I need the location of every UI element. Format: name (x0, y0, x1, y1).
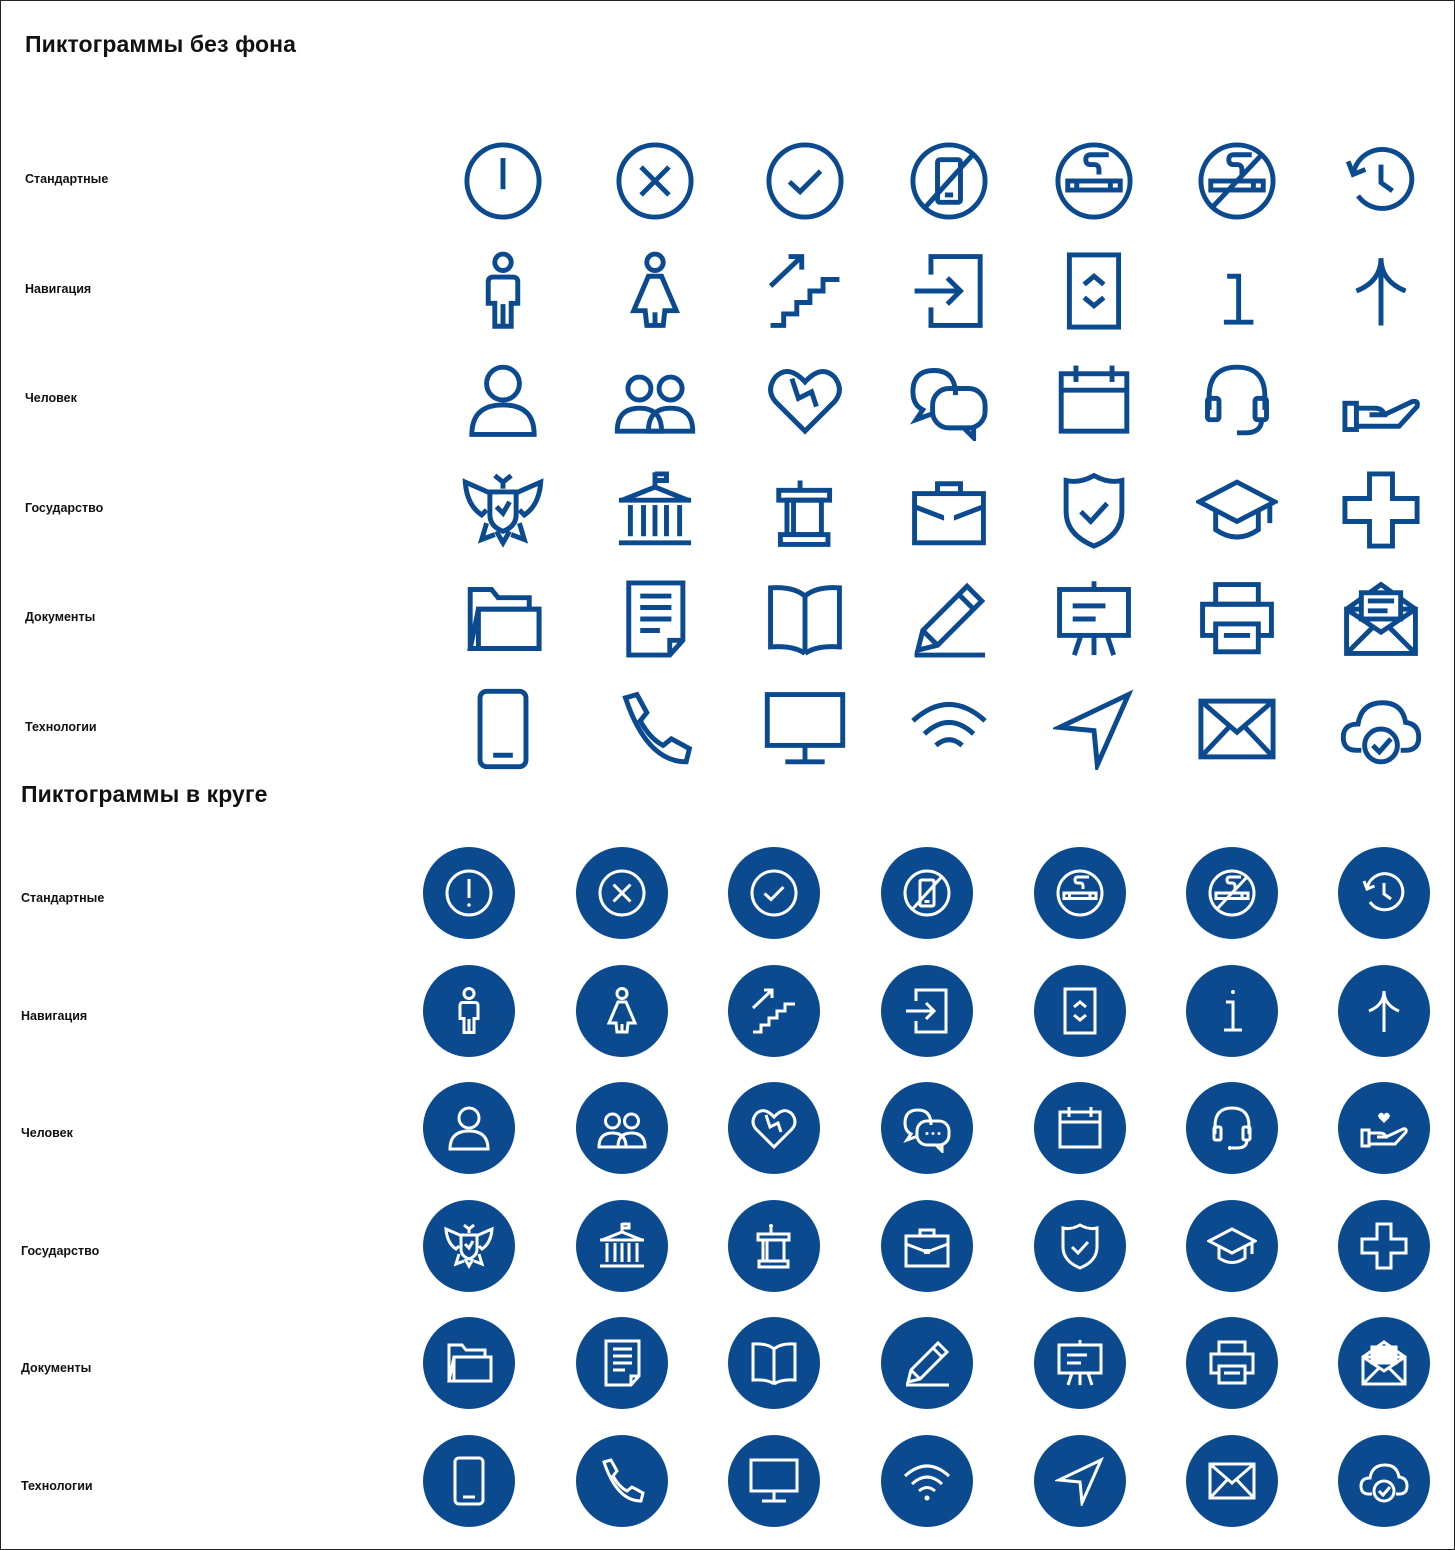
cross-icon (610, 136, 700, 226)
smartphone-icon (458, 684, 548, 774)
section-title-plain: Пиктограммы без фона (25, 31, 297, 57)
cloud-check-icon (1336, 684, 1426, 774)
document-icon (576, 1317, 668, 1409)
info-icon (1186, 965, 1278, 1057)
checkmark-icon (728, 847, 820, 939)
checkmark-icon (760, 136, 850, 226)
entrance-icon (881, 965, 973, 1057)
row-label: Документы (21, 1361, 92, 1376)
graduation-cap-icon (1192, 465, 1282, 555)
book-icon (760, 574, 850, 664)
row-label: Технологии (21, 1479, 93, 1493)
charity-hand-icon (1338, 1082, 1430, 1174)
podium-icon (728, 1200, 820, 1292)
row-label: Навигация (21, 1008, 88, 1023)
envelope-icon (1186, 1435, 1278, 1527)
printer-icon (1186, 1317, 1278, 1409)
row-label: Государство (21, 1243, 100, 1258)
smoking-area-icon (1034, 847, 1126, 939)
users-icon (610, 355, 700, 445)
headset-icon (1186, 1082, 1278, 1174)
man-icon (423, 965, 515, 1057)
send-icon (1034, 1435, 1126, 1527)
elevator-icon (1034, 965, 1126, 1057)
presentation-board-icon (1049, 574, 1139, 664)
podium-icon (760, 465, 850, 555)
chat-icon (904, 355, 994, 445)
shield-check-icon (1034, 1200, 1126, 1292)
circle-row (0, 965, 1455, 1065)
heart-care-icon (760, 355, 850, 445)
row-label: Государство (25, 500, 104, 515)
briefcase-icon (904, 465, 994, 555)
phone-icon (576, 1435, 668, 1527)
headset-icon (1192, 355, 1282, 445)
folder-icon (423, 1317, 515, 1409)
pencil-icon (904, 574, 994, 664)
cloud-check-icon (1338, 1435, 1430, 1527)
heart-care-icon (728, 1082, 820, 1174)
row-label: Стандартные (25, 172, 109, 186)
stairs-icon (760, 246, 850, 336)
exclamation-icon (458, 136, 548, 226)
row-label: Человек (25, 391, 77, 406)
plain-row (0, 355, 1455, 455)
medical-cross-icon (1336, 465, 1426, 555)
pencil-icon (881, 1317, 973, 1409)
no-smoking-icon (1186, 847, 1278, 939)
row-label: Человек (21, 1126, 73, 1141)
cross-icon (576, 847, 668, 939)
graduation-cap-icon (1186, 1200, 1278, 1292)
circle-row (0, 847, 1455, 947)
direction-arrow-icon (1336, 246, 1426, 336)
man-icon (458, 246, 548, 336)
plain-row (0, 136, 1455, 236)
section-title-circle: Пиктограммы в круге (21, 781, 268, 807)
plain-row (0, 684, 1455, 784)
envelope-icon (1192, 684, 1282, 774)
row-label: Стандартные (21, 891, 105, 905)
direction-arrow-icon (1338, 965, 1430, 1057)
document-icon (610, 574, 700, 664)
calendar-icon (1049, 355, 1139, 445)
circle-row (0, 1200, 1455, 1300)
chat-icon (881, 1082, 973, 1174)
book-icon (728, 1317, 820, 1409)
stairs-icon (728, 965, 820, 1057)
government-building-icon (610, 465, 700, 555)
monitor-icon (760, 684, 850, 774)
woman-icon (610, 246, 700, 336)
user-icon (458, 355, 548, 445)
coat-of-arms-icon (458, 465, 548, 555)
exclamation-icon (423, 847, 515, 939)
smoking-area-icon (1049, 136, 1139, 226)
folder-icon (458, 574, 548, 664)
no-phone-icon (904, 136, 994, 226)
coat-of-arms-icon (423, 1200, 515, 1292)
woman-icon (576, 965, 668, 1057)
wifi-icon (904, 684, 994, 774)
row-label: Технологии (25, 720, 97, 734)
government-building-icon (576, 1200, 668, 1292)
medical-cross-icon (1338, 1200, 1430, 1292)
history-icon (1336, 136, 1426, 226)
plain-row (0, 465, 1455, 565)
send-icon (1049, 684, 1139, 774)
briefcase-icon (881, 1200, 973, 1292)
no-phone-icon (881, 847, 973, 939)
smartphone-icon (423, 1435, 515, 1527)
presentation-board-icon (1034, 1317, 1126, 1409)
printer-icon (1192, 574, 1282, 664)
history-icon (1338, 847, 1430, 939)
monitor-icon (728, 1435, 820, 1527)
info-icon (1192, 246, 1282, 336)
entrance-icon (904, 246, 994, 336)
user-icon (423, 1082, 515, 1174)
charity-hand-icon (1336, 355, 1426, 445)
mail-open-icon (1336, 574, 1426, 664)
row-label: Документы (25, 610, 96, 625)
shield-check-icon (1049, 465, 1139, 555)
circle-row (0, 1317, 1455, 1417)
mail-open-icon (1338, 1317, 1430, 1409)
row-label: Навигация (25, 281, 92, 296)
elevator-icon (1049, 246, 1139, 336)
plain-row (0, 246, 1455, 346)
circle-row (0, 1435, 1455, 1535)
phone-icon (610, 684, 700, 774)
calendar-icon (1034, 1082, 1126, 1174)
users-icon (576, 1082, 668, 1174)
plain-row (0, 574, 1455, 674)
circle-row (0, 1082, 1455, 1182)
no-smoking-icon (1192, 136, 1282, 226)
wifi-icon (881, 1435, 973, 1527)
